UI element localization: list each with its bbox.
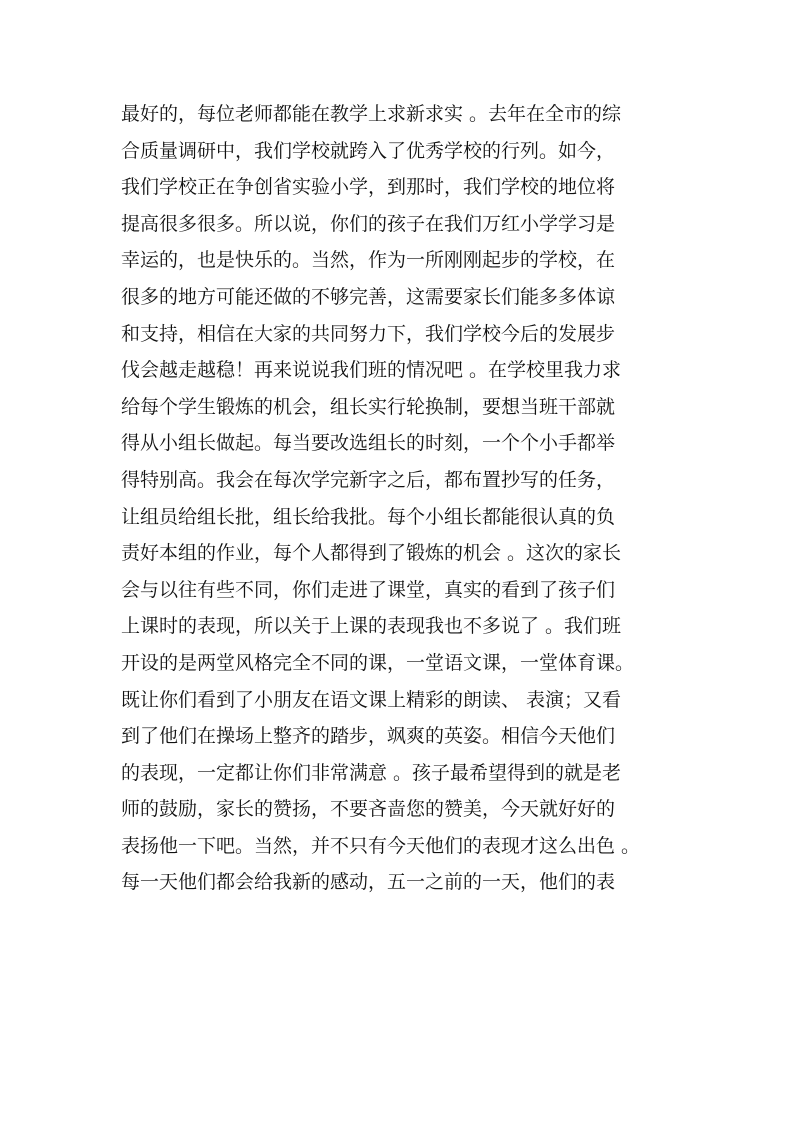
body-text: [121, 96, 681, 901]
text-line: 很多的地方可能还做的不够完善，这需要家长们能多多体谅: [121, 285, 616, 308]
text-line: 上课时的表现，所以关于上课的表现我也不多说了 。我们班: [121, 615, 622, 638]
text-line: 每一天他们都会给我新的感动，五一之前的一天，他们的表: [121, 871, 616, 894]
text-line: 会与以往有些不同，你们走进了课堂，真实的看到了孩子们: [121, 578, 616, 601]
text-line: 我们学校正在争创省实验小学，到那时，我们学校的地位将: [121, 176, 616, 199]
text-line: 师的鼓励，家长的赞扬，不要吝啬您的赞美，今天就好好的: [121, 798, 616, 821]
text-line: 到了他们在操场上整齐的踏步，飒爽的英姿。相信今天他们: [121, 725, 616, 748]
text-line: 最好的，每位老师都能在教学上求新求实 。去年在全市的综: [121, 103, 622, 125]
text-line: 既让你们看到了小朋友在语文课上精彩的朗读、 表演；又看: [121, 688, 622, 711]
text-line: 让组员给组长批，组长给我批。每个小组长都能很认真的负: [121, 505, 616, 528]
text-line: 伐会越走越稳！再来说说我们班的情况吧 。在学校里我力求: [121, 359, 622, 382]
text-line: 责好本组的作业，每个人都得到了锻炼的机会 。这次的家长: [121, 542, 622, 565]
text-line: 合质量调研中，我们学校就跨入了优秀学校的行列。如今，: [121, 139, 616, 162]
text-line: 给每个学生锻炼的机会，组长实行轮换制，要想当班干部就: [121, 395, 616, 418]
text-line: 开设的是两堂风格完全不同的课，一堂语文课，一堂体育课。: [121, 651, 635, 674]
text-line: 和支持，相信在大家的共同努力下，我们学校今后的发展步: [121, 322, 616, 345]
text-line: 得从小组长做起。每当要改选组长的时刻，一个个小手都举: [121, 432, 616, 455]
text-line: 提高很多很多。所以说，你们的孩子在我们万红小学学习是: [121, 212, 616, 235]
text-line: 得特别高。我会在每次学完新字之后，都布置抄写的任务，: [121, 468, 616, 491]
text-line: 表扬他一下吧。当然，并不只有今天他们的表现才这么出色 。: [121, 834, 641, 857]
text-line: 幸运的，也是快乐的。当然，作为一所刚刚起步的学校，在: [121, 249, 616, 272]
text-line: 的表现，一定都让你们非常满意 。孩子最希望得到的就是老: [121, 761, 622, 784]
